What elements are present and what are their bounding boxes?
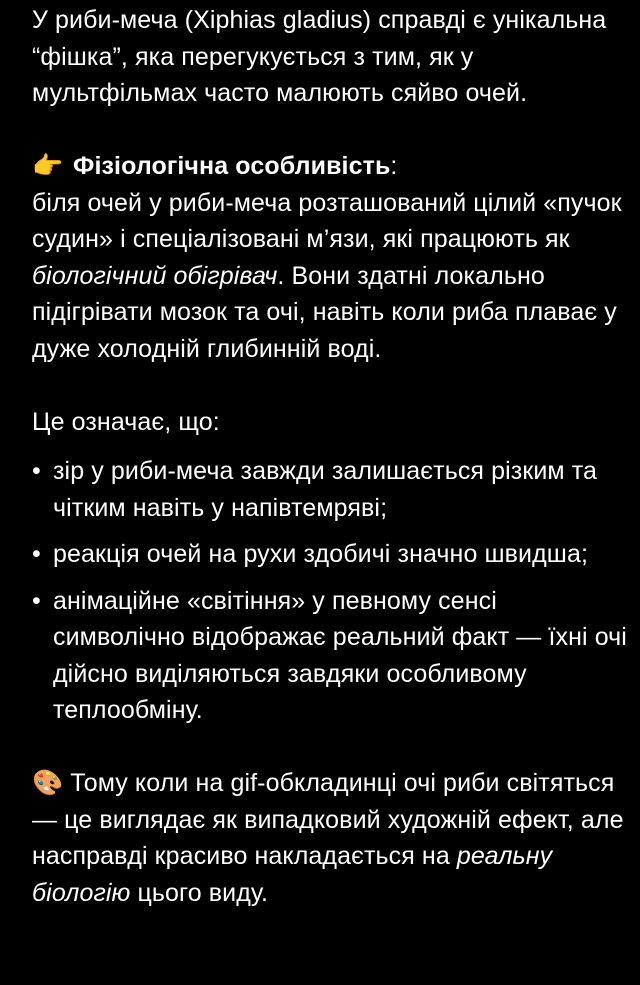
physiology-italic-term: біологічний обігрівач <box>32 261 278 290</box>
paragraph-gap <box>32 729 632 766</box>
pointing-hand-icon: 👉 <box>32 151 64 180</box>
bullet-icon: • <box>32 457 41 485</box>
palette-icon: 🎨 <box>32 768 64 797</box>
conclusion-paragraph <box>32 765 632 911</box>
physiology-text-part1: біля очей у риби-меча розташований цілий «пучок судин» і спеціалізовані м’язи, які працюють як <box>32 188 622 253</box>
list-item <box>32 453 632 526</box>
list-item-text: анімаційне «світіння» у певному сенсі символічно відображає реальний факт — їхні очі дійсно виділяються завдяки особливому теплообміну. <box>53 586 627 724</box>
physiology-heading <box>32 148 632 185</box>
list-item <box>32 583 632 729</box>
physiology-heading-text: Фізіологічна особливість <box>73 152 391 180</box>
heading-colon: : <box>390 152 398 180</box>
conclusion-text-part1: Тому коли на gif-обкладинці очі риби світяться — це виглядає як випадковий художній ефект, але насправді красиво накладається на <box>32 769 624 870</box>
list-item <box>32 536 632 573</box>
meaning-intro: Це означає, що: <box>32 407 220 436</box>
conclusion-italic-term: реальну біологію <box>32 842 553 907</box>
conclusion-text-part2: цього виду. <box>130 878 269 907</box>
bullet-icon: • <box>32 540 41 568</box>
list-gap <box>32 440 632 453</box>
physiology-paragraph <box>32 185 632 368</box>
list-item-text: зір у риби-меча завжди залишається різким та чітким навіть у напівтемряві; <box>53 457 598 522</box>
paragraph-gap <box>32 112 632 149</box>
paragraph-gap <box>32 367 632 404</box>
physiology-text-part2: . Вони здатні локально підігрівати мозок та очі, навіть коли риба плаває у дуже холодній глибинній воді. <box>32 261 617 363</box>
intro-paragraph: У риби-меча (Xiphias gladius) справді є унікальна “фішка”, яка перегукується з тим, як у мультфільмах часто малюють сяйво очей. <box>32 6 607 107</box>
consequences-list <box>32 453 632 729</box>
bullet-icon: • <box>32 586 41 615</box>
message-bubble <box>32 2 632 911</box>
list-item-text: реакція очей на рухи здобичі значно швидша; <box>53 540 589 568</box>
